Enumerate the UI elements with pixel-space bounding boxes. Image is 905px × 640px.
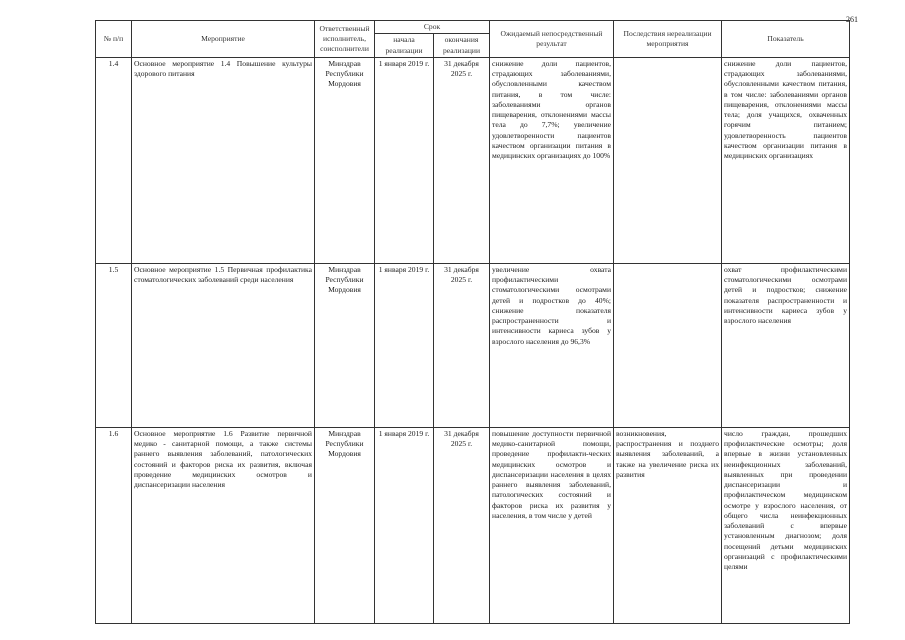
row-event: Основное мероприятие 1.6 Развитие первичной медико - санитарной помощи, а также системы раннего выявления заболеваний, патологических состояний и факторов риска их развития, включая проведение медицинских осмотров и диспансеризации населения xyxy=(132,427,315,623)
page-number: 261 xyxy=(846,15,858,24)
row-indicator: число граждан, прошедших профилактические осмотры; доля впервые в жизни установленных неинфекционных заболеваний, выявленных при проведении диспансеризации и профилактическом медицинском осмотре у взрослого населения, от общего числа неинфекционных заболеваний с впервые установленным диагнозом; доля посещений детьми медицинских организаций с профилактическими целями xyxy=(722,427,850,623)
measures-table xyxy=(95,20,850,624)
row-start: 1 января 2019 г. xyxy=(375,263,434,427)
header-indicator: Показатель xyxy=(722,21,850,58)
row-num: 1.5 xyxy=(96,263,132,427)
row-expected: повышение доступности первичной медико-санитарной помощи, проведение профилакти-ческих медицинских осмотров и диспансеризации населения в целях раннего выявления заболеваний, патологических состояний и факторов риска их развития у населения, в том числе у детей xyxy=(490,427,614,623)
row-end: 31 декабря 2025 г. xyxy=(434,427,490,623)
header-event: Мероприятие xyxy=(132,21,315,58)
row-responsible: Минздрав Республики Мордовия xyxy=(315,57,375,263)
row-responsible: Минздрав Республики Мордовия xyxy=(315,427,375,623)
header-term-end: окончания реализации xyxy=(434,34,490,58)
header-term-start: начала реализации xyxy=(375,34,434,58)
row-indicator: охват профилактическими стоматологическими осмотрами детей и подростков; снижение показателя распространенности и интенсивности кариеса зубов у взрослого населения xyxy=(722,263,850,427)
row-event: Основное мероприятие 1.4 Повышение культуры здорового питания xyxy=(132,57,315,263)
row-end: 31 декабря 2025 г. xyxy=(434,57,490,263)
row-end: 31 декабря 2025 г. xyxy=(434,263,490,427)
row-num: 1.6 xyxy=(96,427,132,623)
row-start: 1 января 2019 г. xyxy=(375,57,434,263)
table-row xyxy=(96,263,850,427)
row-expected: увеличение охвата профилактическими стоматологическими осмотрами детей и подростков до 40%; снижение показателя распространенности и интенсивности кариеса зубов у взрослого населения до 96,3% xyxy=(490,263,614,427)
table-row xyxy=(96,57,850,263)
header-term: Срок xyxy=(375,21,490,34)
row-consequences xyxy=(614,263,722,427)
header-responsible: Ответственный исполнитель, соисполнители xyxy=(315,21,375,58)
table-row xyxy=(96,427,850,623)
row-responsible: Минздрав Республики Мордовия xyxy=(315,263,375,427)
row-start: 1 января 2019 г. xyxy=(375,427,434,623)
row-consequences: возникновения, распространения и позднего выявления заболеваний, а также на увеличение риска их развития xyxy=(614,427,722,623)
row-event: Основное мероприятие 1.5 Первичная профилактика стоматологических заболеваний среди населения xyxy=(132,263,315,427)
row-num: 1.4 xyxy=(96,57,132,263)
header-consequences: Последствия нереализации мероприятия xyxy=(614,21,722,58)
row-consequences xyxy=(614,57,722,263)
row-expected: снижение доли пациентов, страдающих заболеваниями, обусловленными качеством питания, в том числе: заболеваниями органов пищеварения, отклонениями массы тела до 7,7%; увеличение удовлетворенности пациентов качеством организации питания в медицинских организациях до 100% xyxy=(490,57,614,263)
header-expected: Ожидаемый непосредственный результат xyxy=(490,21,614,58)
header-num: № п/п xyxy=(96,21,132,58)
row-indicator: снижение доли пациентов, страдающих заболеваниями, обусловленными качеством питания, в том числе: заболеваниями органов пищеварения, отклонениями массы тела; доля учащихся, охваченных горячим питанием; удовлетворенность пациентов качеством организации питания в медицинских организациях xyxy=(722,57,850,263)
